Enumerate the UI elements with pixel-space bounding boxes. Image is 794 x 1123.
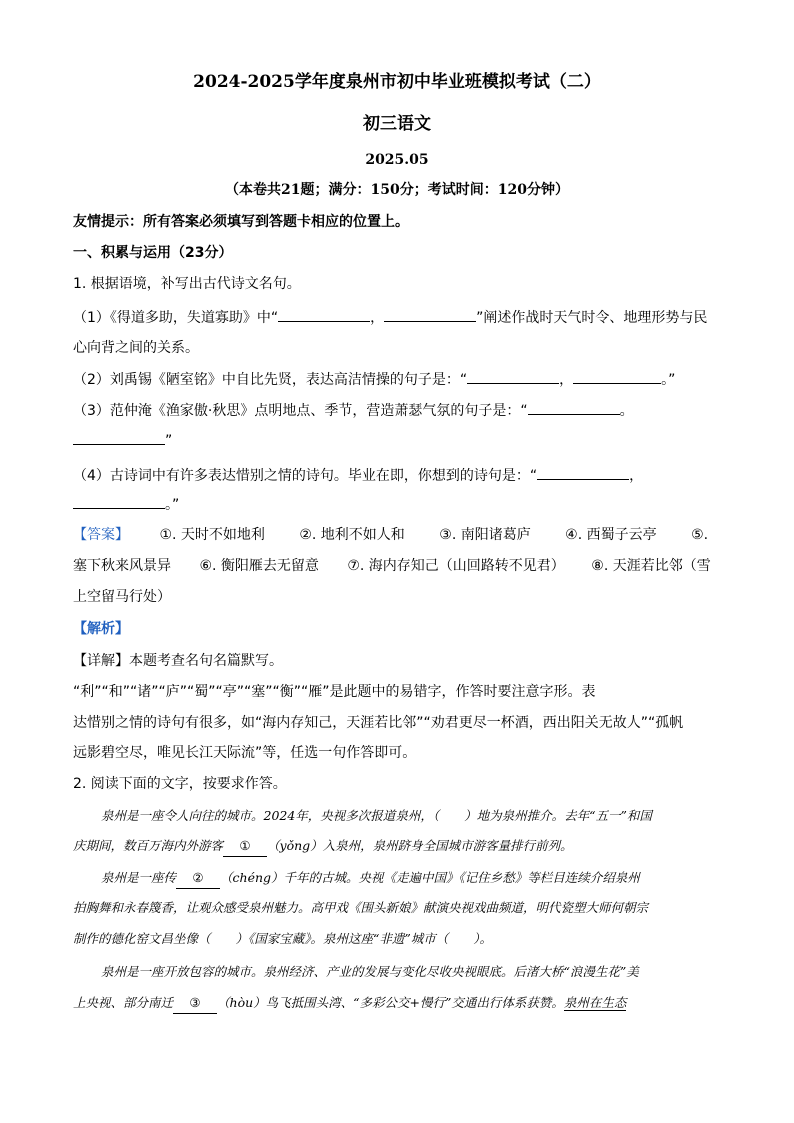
answer-blank xyxy=(384,307,476,322)
passage-line-1: 泉州是一座令人向往的城市。2024年，央视多次报道泉州，（ ）地为泉州推介。去年“五一”和国 xyxy=(101,808,652,823)
analysis-text-2: 达惜别之情的诗句有很多，如“海内存知己，天涯若比邻”“劝君更尽一杯酒，西出阳关无故人”“孤帆 xyxy=(73,715,684,731)
subject-title: 初三语文 xyxy=(363,114,431,134)
exam-info: （本卷共21题；满分：150分；考试时间：120分钟） xyxy=(225,182,569,198)
question-2-stem: 2. 阅读下面的文字，按要求作答。 xyxy=(73,776,287,792)
answer-1-line-3: 上空留马行处） xyxy=(73,589,171,605)
answer-blank xyxy=(528,400,620,415)
q1-part-3-cont: ” xyxy=(73,430,724,451)
q1-part-1-cont: 心向背之间的关系。 xyxy=(73,340,199,356)
answer-blank xyxy=(73,430,165,445)
answer-label: 【答案】 xyxy=(73,527,129,543)
blank-3: ③ xyxy=(173,993,217,1014)
passage-line-6: 泉州是一座开放包容的城市。泉州经济、产业的发展与变化尽收央视眼底。后渚大桥“浪漫生花”美 xyxy=(101,964,639,979)
answer-blank xyxy=(467,369,559,384)
analysis-detail: 【详解】本题考查名句名篇默写。 xyxy=(73,653,283,669)
underlined-sentence: 泉州在生态 xyxy=(563,995,627,1010)
analysis-label: 【解析】 xyxy=(73,621,129,637)
answer-1-line-1: 【答案】 ①. 天时不如地利 ②. 地利不如人和 ③. 南阳诸葛庐 ④. 西蜀子云亭 ⑤. xyxy=(73,527,709,543)
q1-part-4: （4）古诗词中有许多表达惜别之情的诗句。毕业在即，你想到的诗句是：“ ， xyxy=(73,465,724,486)
answer-blank xyxy=(278,307,370,322)
analysis-text-3: 远影碧空尽，唯见长江天际流”等，任选一句作答即可。 xyxy=(73,745,417,761)
q1-part-2: （2）刘禹锡《陋室铭》中自比先贤，表达高洁情操的句子是：“ ， 。” xyxy=(73,369,724,390)
answer-blank xyxy=(537,465,629,480)
answer-blank xyxy=(73,494,165,509)
exam-date: 2025.05 xyxy=(365,152,429,168)
question-1-stem: 1. 根据语境，补写出古代诗文名句。 xyxy=(73,276,301,292)
q1-part-3: （3）范仲淹《渔家傲·秋思》点明地点、季节，营造萧瑟气氛的句子是：“ 。 xyxy=(73,400,724,421)
answer-1-line-2: 塞下秋来风景异 ⑥. 衡阳雁去无留意 ⑦. 海内存知己（山回路转不见君） ⑧. 天涯若比邻（雪 xyxy=(73,558,711,574)
passage-line-5: 制作的德化窑文昌坐像（ ）《国家宝藏》。泉州这座“非遗”城市（ ）。 xyxy=(73,931,493,946)
answer-blank xyxy=(573,369,661,384)
passage-line-2: 庆期间，数百万海内外游客 ① （yǒng）入泉州，泉州跻身全国城市游客量排行前列。 xyxy=(73,836,724,857)
q1-part-4-cont: 。” xyxy=(73,494,724,515)
blank-1: ① xyxy=(223,836,267,857)
passage-line-7: 上央视、部分南迁 ③ （hòu）鸟飞抵围头湾、“多彩公交+慢行”交通出行体系获赞。泉州在生态 xyxy=(73,993,724,1014)
exam-title: 2024-2025学年度泉州市初中毕业班模拟考试（二） xyxy=(193,72,601,92)
friendly-tip: 友情提示：所有答案必须填写到答题卡相应的位置上。 xyxy=(73,214,409,230)
passage-line-3: 泉州是一座传 ② （chéng）千年的古城。央视《走遍中国》《记住乡愁》等栏目连续介绍泉州 xyxy=(101,868,724,889)
passage-line-4: 拍胸舞和永春篾香，让观众感受泉州魅力。高甲戏《围头新娘》献演央视戏曲频道，明代瓷塑大师何朝宗 xyxy=(73,900,649,915)
section-heading: 一、积累与运用（23分） xyxy=(73,245,233,261)
q1-part-1: （1）《得道多助，失道寡助》中“ ， ”阐述作战时天气时令、地理形势与民 xyxy=(73,307,724,328)
blank-2: ② xyxy=(176,868,220,889)
analysis-text-1: “利”“和”“诸”“庐”“蜀”“亭”“塞”“衡”“雁”是此题中的易错字，作答时要注意字形。表 xyxy=(73,684,596,700)
